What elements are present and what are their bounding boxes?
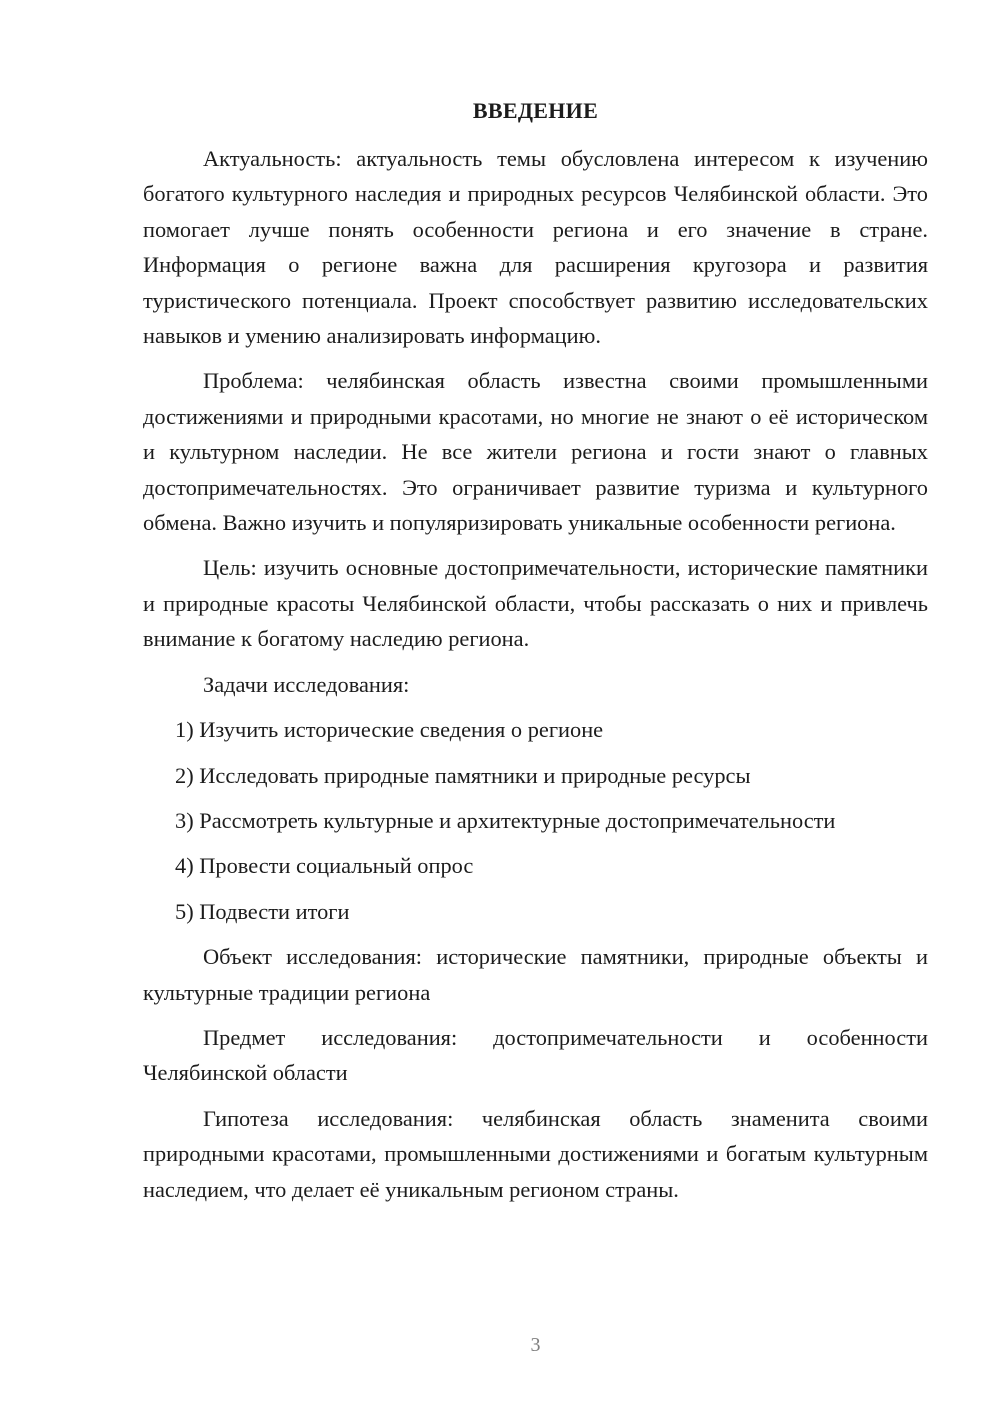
tasks-title: Задачи исследования: (203, 671, 410, 697)
document-page (143, 0, 928, 1414)
task-item: 2) Исследовать природные памятники и природные ресурсы (175, 762, 751, 788)
goal-paragraph: Цель: изучить основные достопримечательности, исторические памятники и природные красоты Челябинской области, чтобы рассказать о них и привлечь внимание к богатому наследию региона. (143, 555, 928, 652)
relevance-paragraph: Актуальность: актуальность темы обусловлена интересом к изучению богатого культурного наследия и природных ресурсов Челябинской области. Это помогает лучше понять особенности региона и его значение в стране. Информация о регионе важна для расширения кругозора и развития туристического потенциала. Проект способствует развитию исследовательских навыков и умению анализировать информацию. (143, 146, 928, 349)
problem-paragraph: Проблема: челябинская область известна своими промышленными достижениями и природными красотами, но многие не знают о её историческом и культурном наследии. Не все жители региона и гости знают о главных достопримечательностях. Это ограничивает развитие туризма и культурного обмена. Важно изучить и популяризировать уникальные особенности региона. (143, 368, 928, 536)
task-item: 4) Провести социальный опрос (175, 853, 474, 879)
research-object-paragraph: Объект исследования: исторические памятники, природные объекты и культурные традиции региона (143, 944, 928, 1005)
page-number: 3 (530, 1334, 541, 1356)
task-item: 5) Подвести итоги (175, 898, 350, 924)
task-item: 3) Рассмотреть культурные и архитектурные достопримечательности (175, 807, 836, 833)
page-heading: ВВЕДЕНИЕ (472, 98, 599, 123)
tasks-list (143, 712, 928, 929)
document-body (143, 141, 928, 1207)
research-subject-paragraph: Предмет исследования: достопримечательности и особенности Челябинской области (143, 1024, 928, 1086)
task-item: 1) Изучить исторические сведения о регионе (175, 717, 604, 743)
research-hypothesis-paragraph: Гипотеза исследования: челябинская область знаменита своими природными красотами, промышленными достижениями и богатым культурным наследием, что делает её уникальным регионом страны. (143, 1105, 928, 1202)
